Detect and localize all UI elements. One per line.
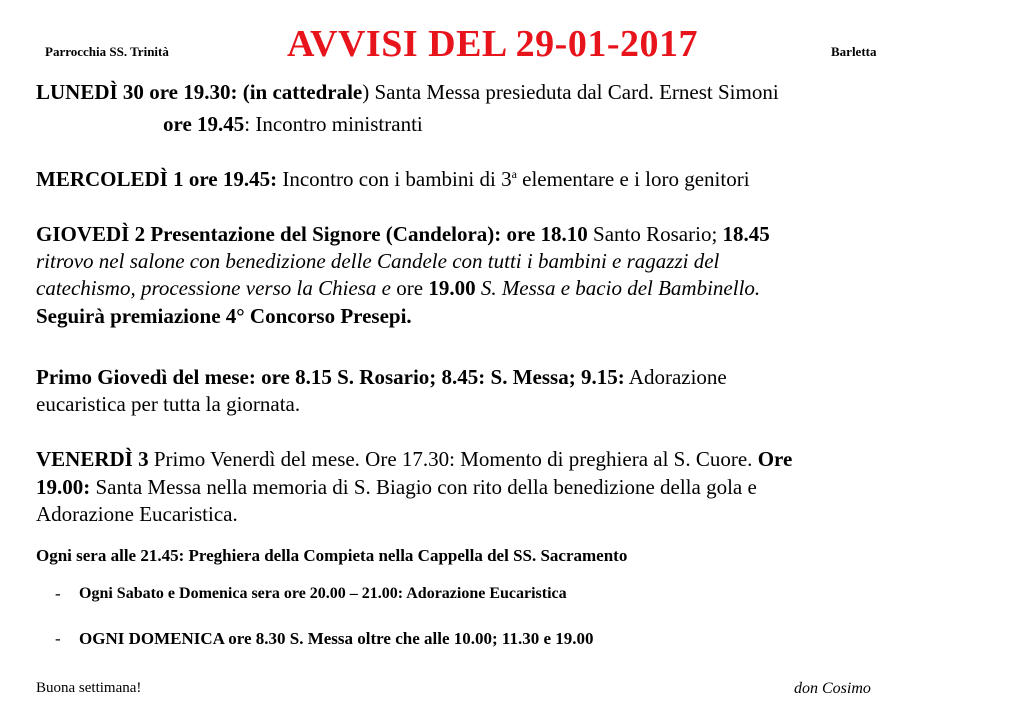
first-thursday-label: Primo Giovedì del mese: ore 8.15 S. Rosario; 8.45: S. Messa; 9.15: — [36, 365, 625, 389]
first-thursday-line-2: eucaristica per tutta la giornata. — [36, 392, 301, 416]
bullet-sunday-masses: OGNI DOMENICA ore 8.30 S. Messa oltre che alle 10.00; 11.30 e 19.00 — [79, 629, 594, 648]
friday-line-1 — [36, 446, 792, 473]
bullet-dash-1: - — [55, 584, 61, 603]
thursday-line-3-ore: ore — [390, 276, 429, 300]
monday-paren-close: ) — [362, 80, 370, 104]
monday-place: in cattedrale — [249, 80, 363, 104]
friday-label: VENERDÌ 3 — [36, 447, 149, 471]
wednesday-text-a: Incontro con i bambini di 3 — [277, 167, 512, 191]
first-thursday-line-1 — [36, 364, 727, 391]
page-title: AVVISI DEL 29-01-2017 — [287, 23, 698, 65]
monday-text-2: : Incontro ministranti — [244, 112, 423, 136]
thursday-line-3-end: S. Messa e bacio del Bambinello. — [475, 276, 761, 300]
thursday-line-3 — [36, 275, 760, 302]
thursday-line-3-time: 19.00 — [428, 276, 476, 300]
wednesday-text-b: elementare e i loro genitori — [516, 167, 750, 191]
friday-ore: Ore — [757, 447, 793, 471]
bullet-dash-2: - — [55, 629, 61, 648]
monday-time-2: ore 19.45 — [163, 112, 245, 136]
monday-paren-open: ( — [242, 80, 250, 104]
friday-line-2-text: Santa Messa nella memoria di S. Biagio con rito della benedizione della gola e — [90, 475, 757, 499]
wednesday-sup: a — [511, 167, 517, 181]
thursday-label: GIOVEDÌ 2 Presentazione del Signore (Candelora): ore 18.10 — [36, 222, 588, 246]
monday-text-1: Santa Messa presieduta dal Card. Ernest Simoni — [369, 80, 779, 104]
thursday-line-1 — [36, 221, 770, 248]
first-thursday-text-1: Adorazione — [624, 365, 727, 389]
thursday-line-2: ritrovo nel salone con benedizione delle Candele con tutti i bambini e ragazzi del — [36, 249, 720, 273]
parish-name: Parrocchia SS. Trinità — [45, 44, 169, 59]
every-evening-note: Ogni sera alle 21.45: Preghiera della Compieta nella Cappella del SS. Sacramento — [36, 546, 628, 565]
monday-day: LUNEDÌ 30 — [36, 80, 144, 104]
thursday-line-3-italic: catechismo, processione verso la Chiesa e — [36, 276, 391, 300]
greeting: Buona settimana! — [36, 680, 142, 696]
wednesday-line — [36, 166, 750, 193]
thursday-text-1: Santo Rosario; — [587, 222, 723, 246]
signature: don Cosimo — [794, 680, 871, 697]
friday-line-3: Adorazione Eucaristica. — [36, 502, 238, 526]
monday-time-1: ore 19.30: — [149, 80, 238, 104]
wednesday-label: MERCOLEDÌ 1 ore 19.45: — [36, 167, 278, 191]
friday-time-2: 19.00: — [36, 475, 91, 499]
thursday-time-2: 18.45 — [722, 222, 770, 246]
friday-text-1: Primo Venerdì del mese. Ore 17.30: Momento di preghiera al S. Cuore. — [148, 447, 758, 471]
city-name: Barletta — [831, 44, 877, 59]
thursday-line-4: Seguirà premiazione 4° Concorso Presepi. — [36, 304, 412, 328]
monday-line-1 — [36, 79, 779, 106]
monday-line-2 — [163, 111, 423, 138]
bullet-saturday-sunday: Ogni Sabato e Domenica sera ore 20.00 – 21.00: Adorazione Eucaristica — [79, 585, 567, 602]
friday-line-2 — [36, 474, 757, 501]
